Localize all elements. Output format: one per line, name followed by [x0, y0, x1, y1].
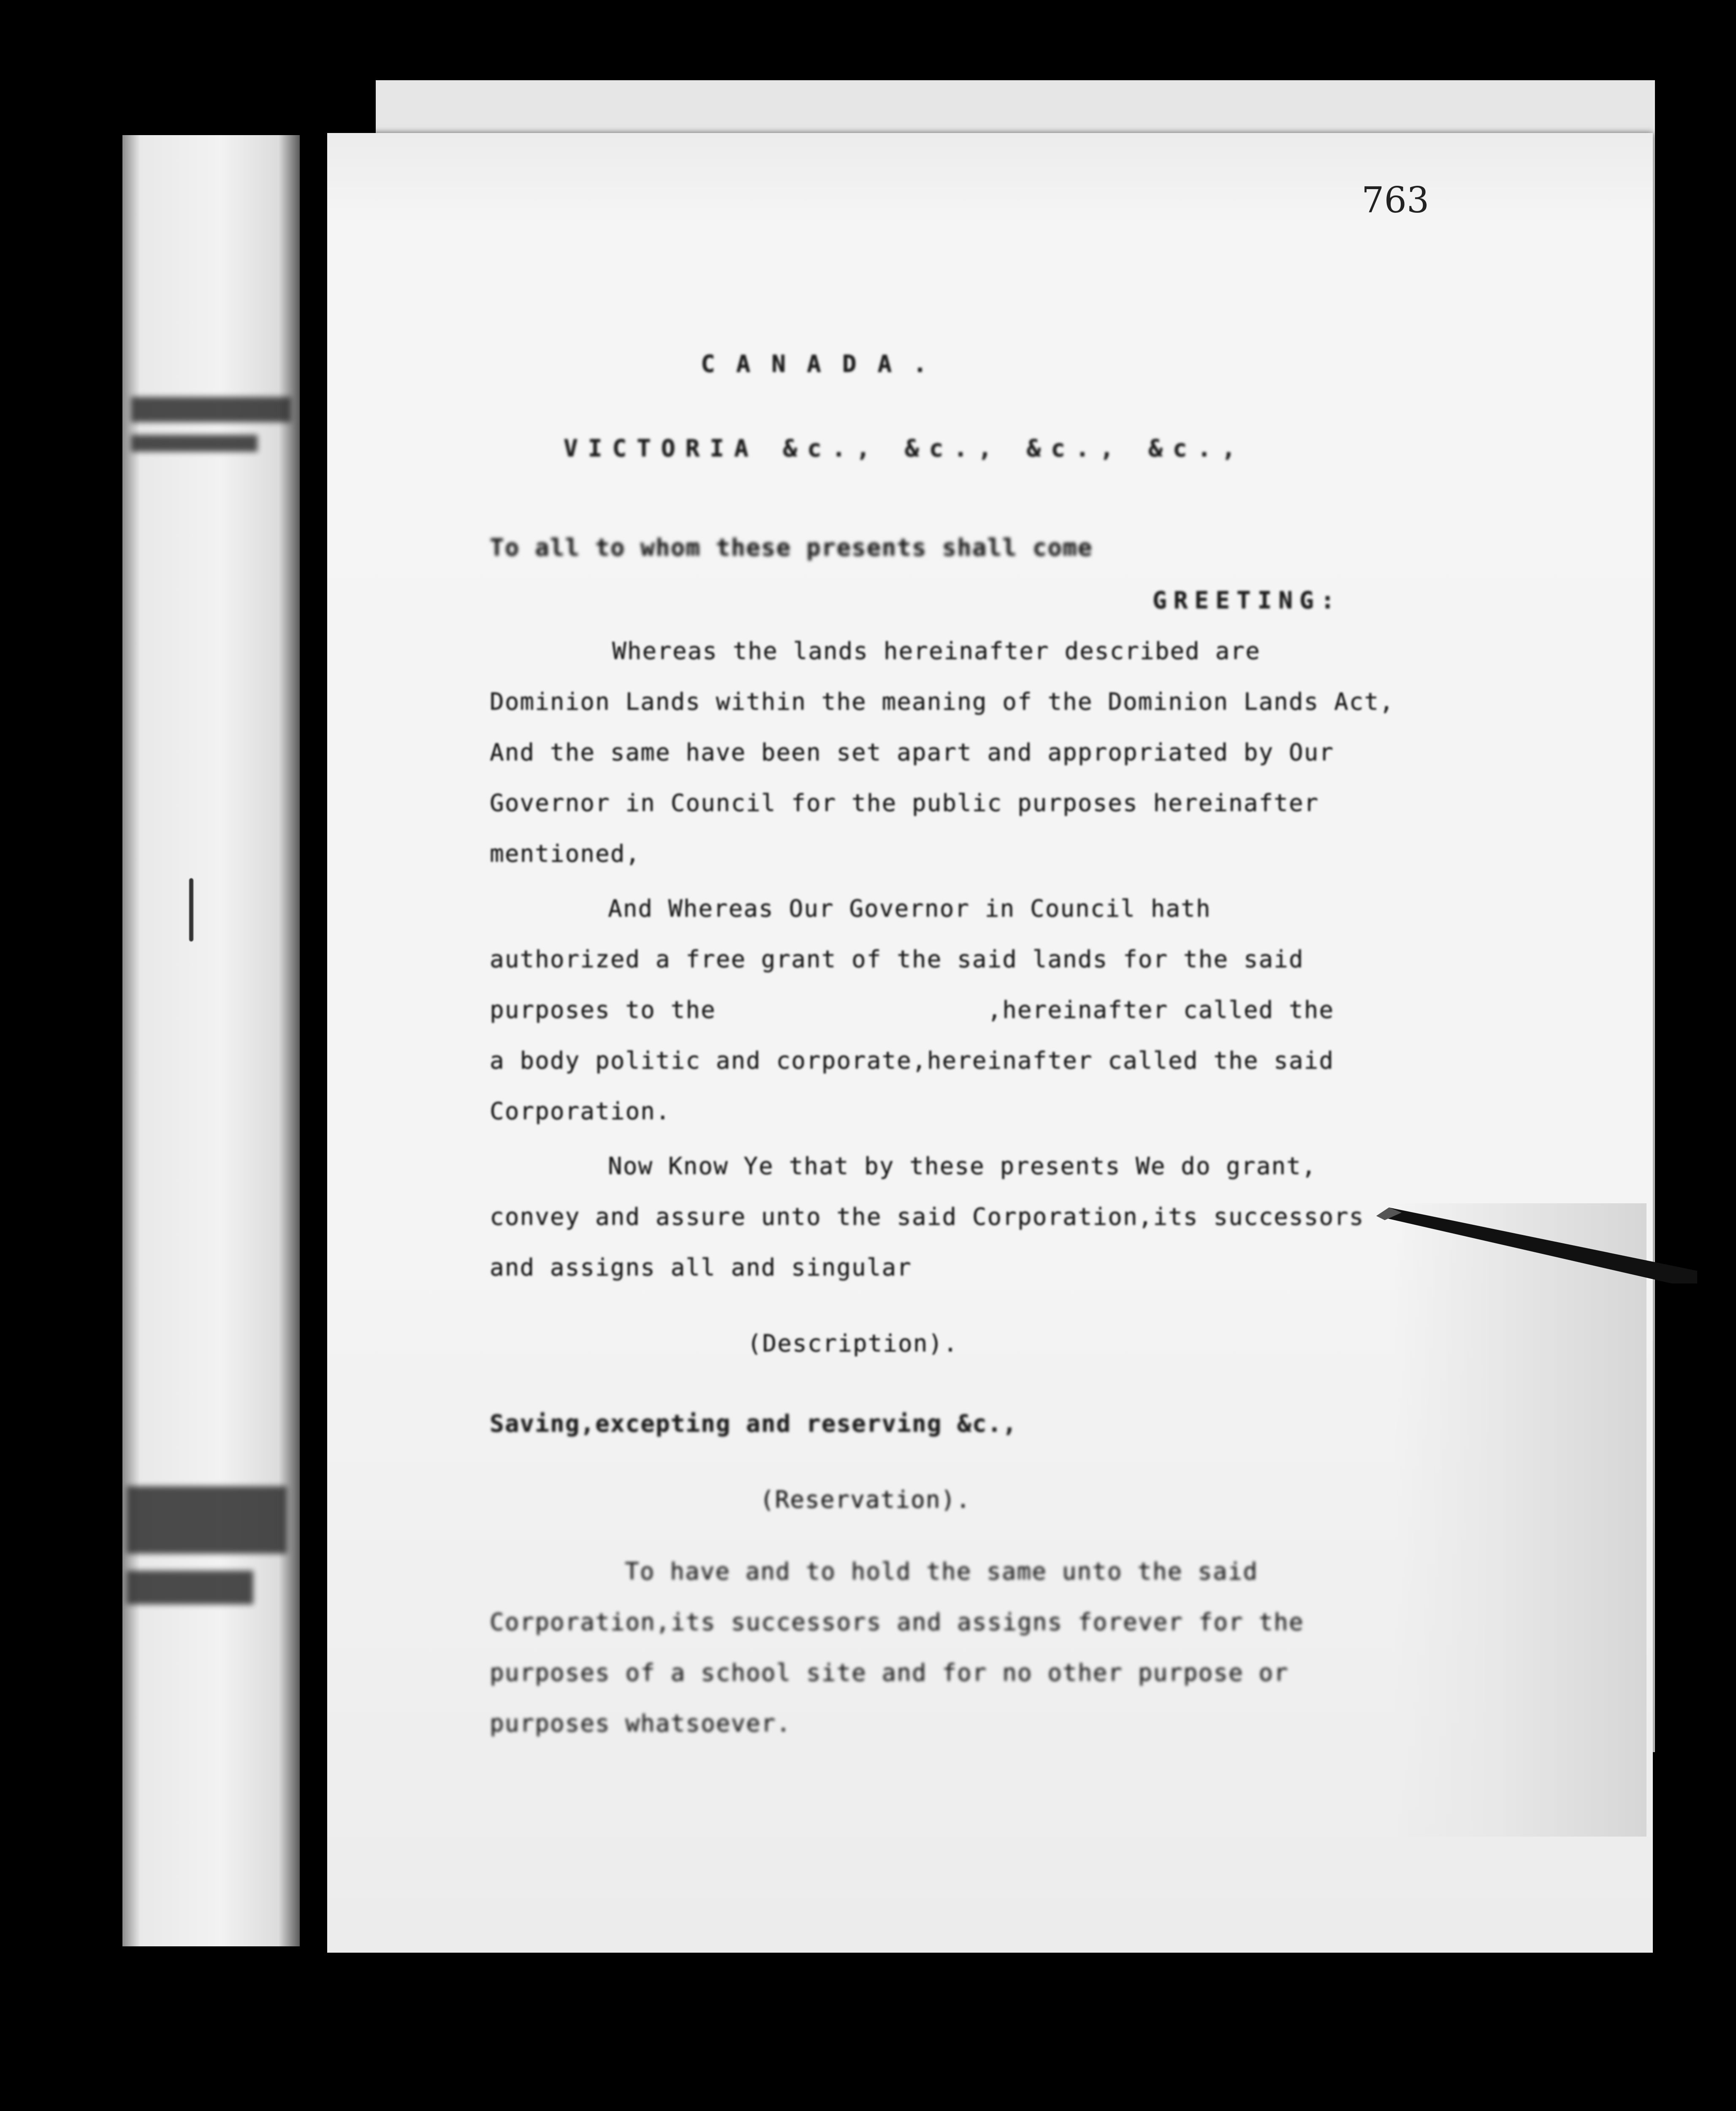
paragraph-2-line: authorized a free grant of the said lands for the said	[490, 946, 1304, 973]
page-fold	[1393, 1203, 1646, 1837]
margin-mark	[189, 878, 193, 942]
paragraph-3-line: convey and assure unto the said Corporation,its successors	[490, 1203, 1364, 1231]
salutation: To all to whom these presents shall come	[490, 534, 1093, 562]
heading-country: CANADA.	[701, 350, 949, 378]
previous-page-edge	[122, 135, 300, 1946]
paragraph-1-line: Dominion Lands within the meaning of the Dominion Lands Act,	[490, 688, 1394, 716]
paragraph-3-line: and assigns all and singular	[490, 1254, 912, 1281]
paragraph-1-line: And the same have been set apart and appropriated by Our	[490, 739, 1335, 766]
paragraph-2-line: a body politic and corporate,hereinafter called the said	[490, 1047, 1335, 1074]
reservation-placeholder: (Reservation).	[760, 1486, 971, 1514]
saving-clause: Saving,excepting and reserving &c.,	[490, 1410, 1018, 1438]
paragraph-2-line: purposes to the ,hereinafter called the	[490, 996, 1335, 1024]
greeting: GREETING:	[1153, 587, 1342, 614]
paragraph-3-line: Now Know Ye that by these presents We do grant,	[608, 1153, 1317, 1180]
pen-pointer-icon	[1376, 1207, 1697, 1283]
paragraph-1-line: Whereas the lands hereinafter described are	[612, 638, 1261, 665]
page-number: 763	[1362, 179, 1429, 221]
description-placeholder: (Description).	[747, 1330, 959, 1357]
habendum-line: To have and to hold the same unto the said	[625, 1558, 1259, 1585]
heading-sovereign: VICTORIA &c., &c., &c., &c.,	[564, 435, 1246, 462]
paragraph-1-line: Governor in Council for the public purposes hereinafter	[490, 790, 1319, 817]
habendum-line: purposes of a school site and for no other purpose or	[490, 1659, 1289, 1687]
paragraph-1-line: mentioned,	[490, 840, 641, 868]
paragraph-2-line: And Whereas Our Governor in Council hath	[608, 895, 1211, 923]
habendum-line: purposes whatsoever.	[490, 1710, 792, 1737]
habendum-line: Corporation,its successors and assigns forever for the	[490, 1609, 1304, 1636]
paragraph-2-line: Corporation.	[490, 1098, 671, 1125]
